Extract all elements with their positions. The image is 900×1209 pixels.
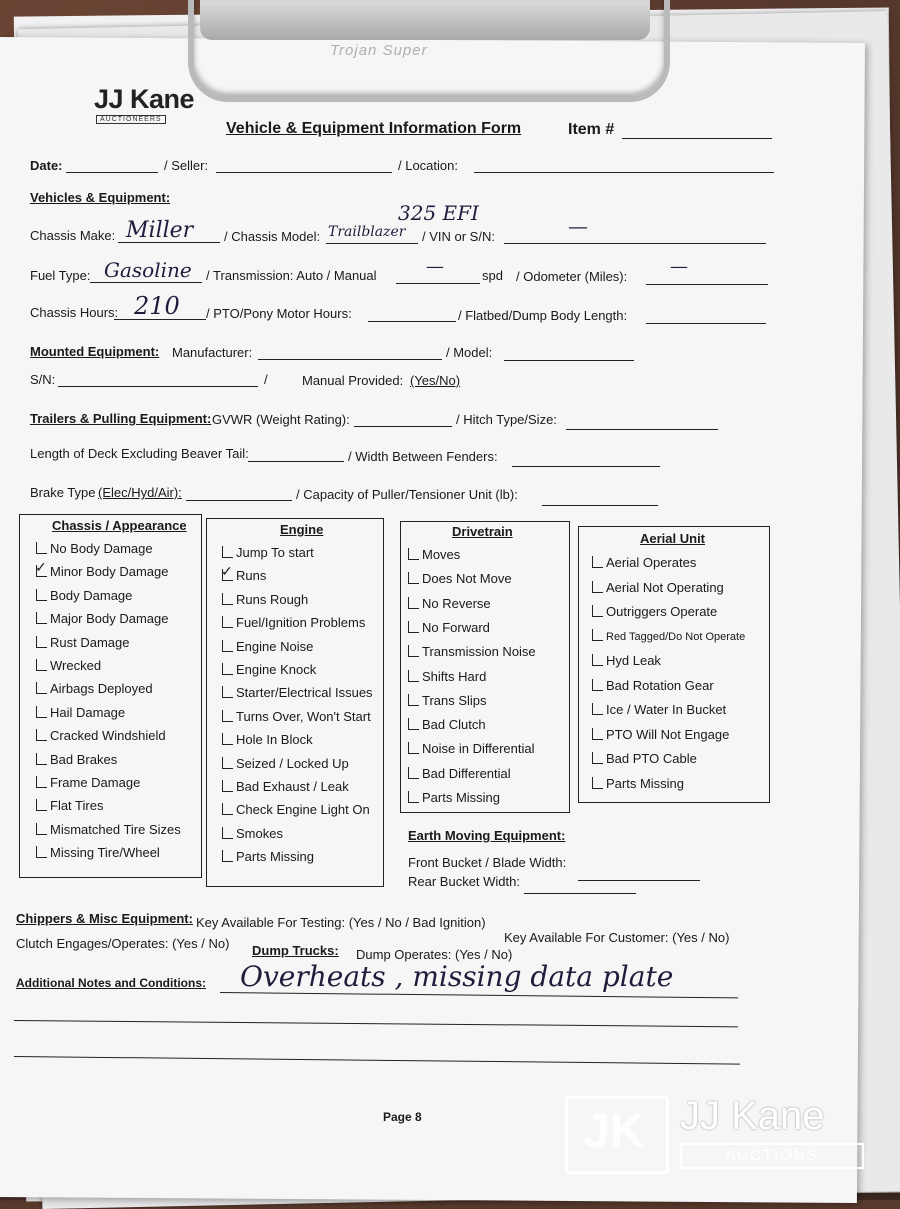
checkbox-label: Minor Body Damage [50, 564, 169, 580]
flatbed-length-label: / Flatbed/Dump Body Length: [458, 308, 628, 323]
checkbox-icon[interactable] [592, 679, 603, 691]
checkbox-icon[interactable] [408, 767, 419, 779]
checkbox-icon[interactable] [222, 640, 233, 652]
checkbox-icon[interactable] [222, 546, 233, 558]
checkbox-item[interactable] [592, 629, 745, 643]
aerial-unit-title: Aerial Unit [640, 531, 706, 546]
checkbox-icon[interactable] [592, 629, 603, 641]
checkbox-label: Transmission Noise [422, 644, 536, 660]
checkbox-item[interactable] [592, 727, 729, 742]
chassis-model-label: / Chassis Model: [224, 229, 321, 244]
spd-label: spd [482, 268, 503, 283]
checkbox-item[interactable] [36, 845, 160, 860]
checkbox-icon[interactable] [222, 663, 233, 675]
checkbox-label: PTO Will Not Engage [606, 726, 730, 742]
manufacturer-label: Manufacturer: [172, 345, 253, 360]
checkbox-label: Bad Clutch [422, 717, 486, 733]
checkbox-item[interactable] [36, 611, 169, 626]
checked-box-icon[interactable] [222, 569, 233, 581]
checkbox-label: Frame Damage [50, 775, 141, 790]
checkbox-item[interactable] [408, 547, 460, 562]
checkbox-item[interactable] [222, 802, 370, 817]
checkbox-icon[interactable] [222, 710, 233, 722]
odometer-label: / Odometer (Miles): [516, 269, 628, 284]
checkbox-item[interactable] [592, 776, 684, 791]
page-number: Page 8 [383, 1110, 422, 1124]
fuel-type-value: Gasoline [104, 258, 192, 282]
sn-label: S/N: [30, 372, 56, 387]
checkbox-label: Bad Brakes [50, 751, 118, 767]
checkbox-item[interactable] [36, 728, 166, 743]
checkbox-icon[interactable] [222, 827, 233, 839]
engine-title: Engine [280, 522, 324, 537]
company-logo: JJ Kane [94, 84, 195, 114]
checkbox-item[interactable] [222, 732, 313, 747]
checkbox-item[interactable] [36, 752, 117, 767]
watermark-sub: AUCTIONS [680, 1143, 864, 1169]
checkbox-label: Bad Rotation Gear [606, 677, 714, 693]
checkbox-label: Aerial Operates [606, 555, 697, 570]
checkbox-item[interactable] [592, 702, 726, 717]
checkbox-item[interactable] [222, 756, 349, 771]
checkbox-icon[interactable] [222, 616, 233, 628]
checkbox-item[interactable] [408, 644, 536, 659]
fender-width-label: / Width Between Fenders: [348, 449, 498, 464]
checkbox-label: No Forward [422, 619, 490, 635]
checkbox-icon[interactable] [36, 542, 47, 554]
front-bucket-label: Front Bucket / Blade Width: [408, 855, 567, 870]
checkbox-label: Bad PTO Cable [606, 751, 697, 766]
checkbox-label: Does Not Move [422, 571, 512, 587]
sn-field[interactable] [58, 386, 258, 387]
checkbox-icon[interactable] [408, 694, 419, 706]
checkbox-item[interactable] [408, 741, 534, 756]
vin-field[interactable] [504, 243, 766, 244]
brake-type-label: Brake Type [30, 485, 96, 500]
flatbed-length-field[interactable] [646, 323, 766, 324]
checkbox-label: Parts Missing [606, 775, 685, 791]
checkbox-label: Hole In Block [236, 732, 313, 748]
checkbox-icon[interactable] [36, 799, 47, 811]
checkbox-icon[interactable] [36, 636, 47, 648]
checkbox-label: Flat Tires [50, 798, 104, 814]
manual-provided-label: Manual Provided: [302, 373, 404, 388]
checkbox-icon[interactable] [222, 803, 233, 815]
checkbox-icon[interactable] [222, 757, 233, 769]
checkbox-icon[interactable] [408, 791, 419, 803]
checkbox-label: Bad Differential [422, 765, 511, 781]
checkbox-item[interactable] [408, 717, 486, 732]
checkbox-label: Starter/Electrical Issues [236, 685, 373, 701]
checkbox-label: Shifts Hard [422, 668, 487, 684]
clipboard-brand: Trojan Super [330, 42, 428, 59]
checkbox-item[interactable] [222, 639, 313, 654]
checkbox-label: Bad Exhaust / Leak [236, 779, 349, 794]
checkbox-item[interactable] [222, 826, 283, 841]
checkbox-label: Hyd Leak [606, 653, 661, 668]
checkbox-label: Ice / Water In Bucket [606, 702, 727, 717]
date-label: Date: [30, 158, 63, 173]
hitch-label: / Hitch Type/Size: [456, 412, 557, 427]
checkbox-icon[interactable] [408, 572, 419, 584]
checkbox-item[interactable] [592, 751, 697, 766]
checkbox-item[interactable] [408, 790, 500, 805]
checkbox-icon[interactable] [592, 556, 603, 568]
chassis-hours-label: Chassis Hours: [30, 305, 119, 320]
checkbox-label: Cracked Windshield [50, 728, 166, 744]
checkbox-item[interactable] [36, 798, 103, 813]
deck-length-label: Length of Deck Excluding Beaver Tail: [30, 446, 249, 461]
checkbox-label: Runs Rough [236, 591, 309, 607]
form-title: Vehicle & Equipment Information Form [226, 120, 522, 137]
clutch-text[interactable]: Clutch Engages/Operates: (Yes / No) [16, 936, 230, 951]
item-number-field[interactable] [622, 138, 772, 139]
notes-value: Overheats , missing data plate [240, 960, 674, 993]
checkbox-item[interactable] [36, 541, 153, 556]
checkbox-icon[interactable] [592, 605, 603, 617]
checkbox-icon[interactable] [408, 718, 419, 730]
key-customer-text[interactable]: Key Available For Customer: (Yes / No) [504, 930, 730, 945]
checkbox-item[interactable] [408, 766, 511, 781]
checkbox-item[interactable] [408, 571, 512, 586]
checkbox-icon[interactable] [592, 703, 603, 715]
item-number-label: Item # [568, 121, 615, 138]
vin-value: — [568, 214, 588, 238]
checkbox-label: Jump To start [236, 545, 314, 560]
checkbox-label: Parts Missing [422, 790, 501, 805]
checkbox-icon[interactable] [222, 686, 233, 698]
checkbox-icon[interactable] [408, 742, 419, 754]
checkbox-label: Aerial Not Operating [606, 579, 724, 595]
checkbox-icon[interactable] [222, 593, 233, 605]
chassis-model-extra: 325 EFI [398, 201, 479, 225]
fuel-type-field[interactable] [90, 282, 202, 283]
location-label: / Location: [398, 158, 458, 173]
capacity-field[interactable] [542, 505, 658, 506]
checkbox-item[interactable] [222, 568, 266, 583]
checkbox-label: No Reverse [422, 595, 491, 611]
checkbox-item[interactable] [408, 669, 486, 684]
checkbox-icon[interactable] [408, 645, 419, 657]
checkbox-item[interactable] [36, 564, 169, 579]
checkbox-label: No Body Damage [50, 541, 153, 556]
odometer-value: — [670, 256, 688, 277]
checkbox-label: Wrecked [50, 658, 102, 673]
checkbox-icon[interactable] [592, 752, 603, 764]
checkbox-label: Mismatched Tire Sizes [50, 821, 181, 837]
checkbox-label: Runs [236, 568, 267, 584]
checkbox-label: Noise in Differential [422, 741, 535, 757]
checkbox-icon[interactable] [36, 589, 47, 601]
company-logo-subtitle: AUCTIONEERS [96, 115, 166, 124]
checkbox-label: Smokes [236, 825, 283, 841]
checked-box-icon[interactable] [36, 565, 47, 577]
checkbox-label: Turns Over, Won't Start [236, 708, 371, 724]
vehicles-section-title: Vehicles & Equipment: [30, 190, 171, 205]
chassis-make-value: Miller [126, 218, 194, 243]
rear-bucket-label: Rear Bucket Width: [408, 874, 520, 889]
checkbox-item[interactable] [408, 596, 491, 611]
fuel-type-label: Fuel Type: [30, 268, 91, 283]
checkbox-item[interactable] [36, 658, 101, 673]
checkbox-item[interactable] [592, 604, 717, 619]
checkbox-icon[interactable] [408, 670, 419, 682]
checkbox-item[interactable] [408, 620, 490, 635]
checkbox-label: Rust Damage [50, 634, 130, 650]
checkbox-icon[interactable] [592, 728, 603, 740]
slash-separator: / [264, 372, 268, 387]
chassis-make-label: Chassis Make: [30, 228, 116, 243]
checkbox-label: Check Engine Light On [236, 802, 370, 818]
capacity-label: / Capacity of Puller/Tensioner Unit (lb): [296, 487, 518, 502]
checkbox-icon[interactable] [36, 846, 47, 858]
key-testing-text[interactable]: Key Available For Testing: (Yes / No / Bad Ignition) [196, 915, 486, 930]
brake-type-field[interactable] [186, 500, 292, 501]
checkbox-icon[interactable] [592, 654, 603, 666]
checkbox-label: Hail Damage [50, 704, 126, 720]
hitch-field[interactable] [566, 429, 718, 430]
checkbox-label: Red Tagged/Do Not Operate [606, 630, 746, 643]
checkbox-label: Parts Missing [236, 849, 315, 865]
watermark-name: JJ Kane [680, 1094, 825, 1138]
checkbox-label: Fuel/Ignition Problems [236, 615, 366, 631]
pto-hours-label: / PTO/Pony Motor Hours: [206, 306, 352, 321]
checkbox-icon[interactable] [36, 776, 47, 788]
checkbox-item[interactable] [592, 653, 661, 668]
notes-label: Additional Notes and Conditions: [16, 976, 206, 990]
checkbox-item[interactable] [36, 775, 140, 790]
checkbox-icon[interactable] [36, 659, 47, 671]
checkbox-item[interactable] [592, 580, 724, 595]
checkbox-label: Engine Knock [236, 662, 317, 677]
checkbox-item[interactable] [36, 635, 129, 650]
checkbox-label: Engine Noise [236, 638, 314, 654]
checkbox-icon[interactable] [222, 733, 233, 745]
checkbox-item[interactable] [222, 849, 314, 864]
checkbox-icon[interactable] [36, 753, 47, 765]
model-label: / Model: [446, 345, 493, 360]
drivetrain-title: Drivetrain [452, 524, 513, 539]
date-field[interactable] [66, 172, 158, 173]
checkbox-label: Missing Tire/Wheel [50, 845, 160, 861]
checkbox-item[interactable] [222, 779, 349, 794]
checkbox-icon[interactable] [592, 777, 603, 789]
chippers-section-title: Chippers & Misc Equipment: [16, 911, 193, 926]
chassis-appearance-title: Chassis / Appearance [52, 518, 187, 533]
checkbox-item[interactable] [592, 678, 714, 693]
clipboard-clip [188, 0, 670, 102]
checkbox-item[interactable] [592, 555, 696, 570]
checkbox-label: Seized / Locked Up [236, 755, 349, 771]
model-field[interactable] [504, 360, 634, 361]
checkbox-item[interactable] [222, 685, 373, 700]
chassis-hours-value: 210 [134, 292, 180, 320]
transmission-value: — [426, 256, 444, 277]
manual-provided-options[interactable]: (Yes/No) [410, 373, 461, 388]
watermark-logo-mark: JK [583, 1105, 645, 1158]
checkbox-icon[interactable] [592, 581, 603, 593]
checkbox-label: Airbags Deployed [50, 681, 153, 697]
chassis-model-field[interactable] [326, 243, 418, 244]
manufacturer-field[interactable] [258, 359, 442, 360]
earth-moving-section-title: Earth Moving Equipment: [408, 828, 566, 843]
odometer-field[interactable] [646, 284, 768, 285]
rear-bucket-field[interactable] [524, 893, 636, 894]
vin-label: / VIN or S/N: [422, 229, 495, 244]
checkbox-label: Moves [422, 547, 461, 562]
checkbox-item[interactable] [222, 709, 371, 724]
dump-operates-text[interactable]: Dump Operates: (Yes / No) [356, 947, 513, 962]
checkbox-item[interactable] [36, 588, 132, 603]
checkbox-item[interactable] [408, 693, 487, 708]
deck-length-field[interactable] [248, 461, 344, 462]
chassis-model-value: Trailblazer [328, 224, 406, 240]
brake-type-options[interactable]: (Elec/Hyd/Air): [98, 485, 182, 500]
mounted-section-title: Mounted Equipment: [30, 344, 160, 359]
transmission-label: / Transmission: Auto / Manual [206, 268, 377, 283]
checkbox-label: Major Body Damage [50, 611, 169, 627]
checkbox-icon[interactable] [222, 850, 233, 862]
checkbox-item[interactable] [222, 662, 316, 677]
checkbox-label: Outriggers Operate [606, 604, 718, 619]
checkbox-icon[interactable] [408, 597, 419, 609]
checkbox-item[interactable] [36, 705, 125, 720]
dump-trucks-title: Dump Trucks: [252, 943, 339, 958]
trailers-section-title: Trailers & Pulling Equipment: [30, 411, 212, 426]
location-field[interactable] [474, 172, 774, 173]
pto-hours-field[interactable] [368, 321, 456, 322]
checkbox-item[interactable] [222, 615, 365, 630]
checkbox-item[interactable] [222, 545, 314, 560]
checkbox-icon[interactable] [36, 682, 47, 694]
checkbox-icon[interactable] [36, 729, 47, 741]
front-bucket-field[interactable] [578, 880, 700, 881]
fender-width-field[interactable] [512, 466, 660, 467]
checkbox-icon[interactable] [36, 706, 47, 718]
gvwr-label: GVWR (Weight Rating): [212, 412, 350, 427]
gvwr-field[interactable] [354, 426, 452, 427]
checkbox-item[interactable] [36, 681, 153, 696]
checkbox-label: Trans Slips [422, 692, 487, 708]
seller-field[interactable] [216, 172, 392, 173]
checkbox-icon[interactable] [222, 780, 233, 792]
checkbox-icon[interactable] [408, 621, 419, 633]
checkbox-item[interactable] [222, 592, 308, 607]
checkbox-label: Body Damage [50, 587, 133, 603]
checkbox-icon[interactable] [408, 548, 419, 560]
transmission-field[interactable] [396, 283, 480, 284]
seller-label: / Seller: [164, 158, 209, 173]
checkbox-icon[interactable] [36, 612, 47, 624]
checkbox-item[interactable] [36, 822, 181, 837]
checkbox-icon[interactable] [36, 823, 47, 835]
